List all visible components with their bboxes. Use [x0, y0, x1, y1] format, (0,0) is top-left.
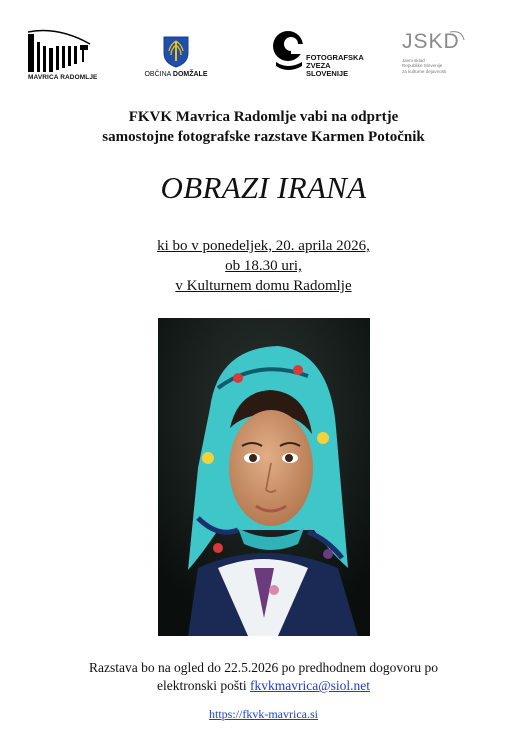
fzs-line-3: SLOVENIJE: [306, 69, 349, 78]
event-venue: v Kulturnem domu Radomlje: [175, 278, 352, 294]
domzale-name: DOMŽALE: [172, 71, 208, 78]
domzale-coat-of-arms-icon: [140, 33, 212, 69]
obcina-domzale-logo: [140, 33, 212, 83]
girl-portrait-image: [158, 318, 370, 636]
exhibition-info: [0, 659, 527, 695]
jskd-logo-text: JSKD: [402, 30, 460, 53]
domzale-logo-text: [140, 71, 212, 78]
fzs-line-2: ZVEZA: [306, 61, 331, 70]
mavrica-logo-text: MAVRICA RADOMLJE: [28, 74, 98, 81]
website-link[interactable]: https://fkvk-mavrica.si: [209, 707, 318, 721]
event-time: ob 18.30 uri,: [225, 258, 302, 274]
event-date: ki bo v ponedeljek, 20. aprila 2026,: [157, 238, 370, 254]
jskd-sub-1: Javni sklad: [402, 58, 425, 63]
intro-line-2: samostojne fotografske razstave Karmen Potočnik: [102, 129, 425, 145]
fzs-logo-icon: [272, 28, 306, 80]
website-line: [0, 707, 527, 722]
jskd-subtext: [402, 58, 478, 74]
info-line-2: [0, 677, 527, 695]
mavrica-logo-icon: [28, 28, 94, 74]
fzs-line-1: FOTOGRAFSKA: [306, 53, 364, 62]
jskd-sub-2: Republike Slovenije: [402, 63, 443, 69]
intro-line-1: FKVK Mavrica Radomlje vabi na odprtje: [128, 109, 399, 125]
domzale-prefix: OBČINA: [144, 71, 173, 78]
fzs-logo-text: [306, 54, 364, 78]
invitation-intro: [0, 107, 527, 147]
jskd-logo: [400, 28, 476, 86]
exhibition-photo: [158, 318, 370, 636]
jskd-swoosh-icon: [400, 28, 476, 58]
mavrica-radomlje-logo: [28, 28, 98, 84]
fotografska-zveza-logo: [272, 28, 364, 80]
info-email-prefix: elektronski pošti: [156, 678, 250, 693]
info-line-1: Razstava bo na ogled do 22.5.2026 po predhodnem dogovoru po: [88, 660, 439, 675]
email-link[interactable]: fkvkmavrica@siol.net: [249, 678, 371, 693]
event-details: [0, 236, 527, 296]
exhibition-title: OBRAZI IRANA: [160, 170, 367, 205]
jskd-sub-3: za kulturne dejavnosti: [402, 68, 447, 74]
